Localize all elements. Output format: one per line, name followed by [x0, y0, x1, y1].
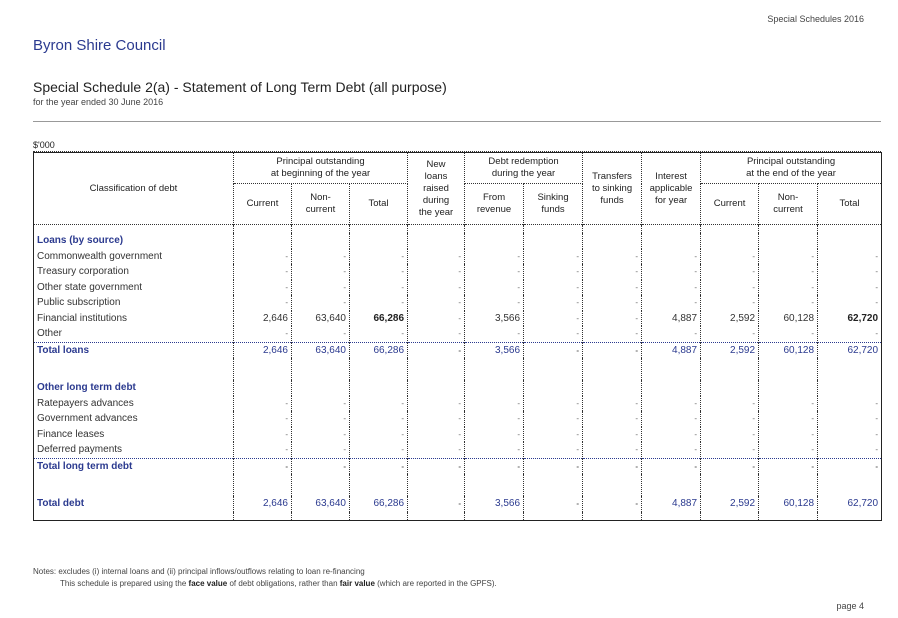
table-cell: [524, 512, 583, 521]
table-row: [34, 249, 882, 265]
table-cell: [34, 225, 234, 234]
value-cell: 62,720: [847, 498, 879, 510]
value-cell: 60,128: [759, 311, 818, 327]
value-cell: -: [759, 458, 818, 474]
value-cell: -: [408, 326, 465, 342]
table-cell: [408, 225, 465, 234]
row-label: Government advances: [34, 411, 234, 427]
value-cell: -: [350, 264, 408, 280]
value-cell: -: [583, 249, 642, 265]
value-cell: -: [408, 295, 465, 311]
value-cell: -: [583, 342, 642, 358]
value-cell: -: [759, 264, 818, 280]
value-cell: 2,646: [234, 342, 292, 358]
value-cell: 4,887: [642, 311, 701, 327]
section-title: Other long term debt: [34, 380, 234, 396]
table-cell: [34, 512, 234, 521]
value-cell: -: [408, 458, 465, 474]
value-cell: 2,646: [234, 496, 292, 512]
table-cell: [524, 474, 583, 496]
value-cell: 4,887: [642, 496, 701, 512]
header-current: Current: [701, 184, 759, 225]
value-cell: -: [759, 427, 818, 443]
value-cell: -: [818, 458, 882, 474]
table-cell: [759, 233, 818, 249]
value-cell: -: [642, 442, 701, 458]
row-label: Financial institutions: [34, 311, 234, 327]
value-cell: -: [583, 411, 642, 427]
table-cell: [292, 225, 350, 234]
table-cell: [350, 233, 408, 249]
value-cell: -: [524, 411, 583, 427]
header-debt-redemption: Debt redemption during the year: [465, 153, 583, 184]
value-cell: -: [465, 411, 524, 427]
table-row: [34, 280, 882, 296]
value-cell: -: [408, 411, 465, 427]
table-row: [34, 512, 882, 521]
value-cell: -: [642, 264, 701, 280]
value-cell: -: [292, 427, 350, 443]
table-row: [34, 326, 882, 342]
value-cell: -: [759, 280, 818, 296]
value-cell: -: [701, 458, 759, 474]
table-cell: [701, 225, 759, 234]
value-cell: -: [524, 264, 583, 280]
value-cell: -: [465, 442, 524, 458]
row-label: Finance leases: [34, 427, 234, 443]
value-cell: 2,646: [234, 311, 292, 327]
table-cell: [818, 474, 882, 496]
value-cell: -: [524, 442, 583, 458]
value-cell: -: [701, 295, 759, 311]
value-cell: -: [465, 280, 524, 296]
value-cell: -: [350, 326, 408, 342]
table-cell: [234, 233, 292, 249]
row-label: Commonwealth government: [34, 249, 234, 265]
header-total: Total: [839, 198, 860, 209]
value-cell: -: [465, 396, 524, 412]
note-line: Notes: excludes (i) internal loans and (ii) principal inflows/outflows relating to loan re-financing: [33, 567, 365, 576]
value-cell: 2,592: [701, 496, 759, 512]
table-cell: [234, 474, 292, 496]
value-cell: 2,592: [701, 311, 759, 327]
table-cell: [524, 380, 583, 396]
table-cell: [701, 233, 759, 249]
table-row: [34, 225, 882, 234]
table-cell: [408, 380, 465, 396]
value-cell: -: [292, 396, 350, 412]
table-cell: [818, 225, 882, 234]
row-label: Other state government: [34, 280, 234, 296]
value-cell: -: [292, 295, 350, 311]
value-cell: -: [875, 251, 879, 261]
value-cell: 63,640: [292, 311, 350, 327]
value-cell: 62,720: [818, 342, 882, 358]
table-cell: [408, 474, 465, 496]
table-cell: [408, 358, 465, 380]
table-cell: [583, 380, 642, 396]
table-cell: [234, 380, 292, 396]
table-cell: [759, 380, 818, 396]
row-label: Public subscription: [34, 295, 234, 311]
value-cell: -: [350, 411, 408, 427]
value-cell: -: [524, 396, 583, 412]
value-cell: -: [759, 442, 818, 458]
value-cell: -: [524, 427, 583, 443]
table-cell: [350, 225, 408, 234]
table-row: [34, 311, 882, 327]
table-row: [34, 396, 882, 412]
value-cell: -: [408, 496, 465, 512]
table-cell: [524, 233, 583, 249]
section-title: Loans (by source): [34, 233, 234, 249]
value-cell: -: [465, 264, 524, 280]
value-cell: -: [350, 427, 408, 443]
value-cell: -: [408, 264, 465, 280]
value-cell: -: [701, 396, 759, 412]
units-label: $'000: [33, 140, 55, 150]
table-cell: [408, 512, 465, 521]
value-cell: -: [583, 442, 642, 458]
value-cell: -: [875, 414, 879, 424]
table-row: [34, 264, 882, 280]
value-cell: -: [234, 427, 292, 443]
row-label: Total loans: [34, 342, 234, 358]
table-cell: [465, 358, 524, 380]
header-new-loans: New loans raised during the year: [408, 153, 465, 225]
table-cell: [818, 233, 882, 249]
table-row: [34, 442, 882, 458]
value-cell: -: [408, 311, 465, 327]
value-cell: -: [875, 267, 879, 277]
page-title: Special Schedule 2(a) - Statement of Long Term Debt (all purpose): [33, 79, 447, 95]
table-row: [34, 474, 882, 496]
value-cell: 63,640: [292, 342, 350, 358]
table-row: [34, 458, 882, 474]
note-line: This schedule is prepared using the face value of debt obligations, rather than fair value (which are reported in the GPFS).: [60, 579, 497, 588]
header-non-current: Non- current: [759, 184, 818, 225]
table-row: [34, 496, 882, 512]
table-cell: [292, 380, 350, 396]
table-cell: [465, 225, 524, 234]
value-cell: -: [583, 427, 642, 443]
value-cell: 62,720: [847, 312, 879, 324]
value-cell: 3,566: [465, 496, 524, 512]
value-cell: -: [701, 249, 759, 265]
header-principal-begin: Principal outstanding at beginning of the year: [234, 153, 408, 184]
table-cell: [759, 512, 818, 521]
value-cell: -: [642, 396, 701, 412]
value-cell: -: [642, 458, 701, 474]
value-cell: -: [524, 311, 583, 327]
row-label: Deferred payments: [34, 442, 234, 458]
table-cell: [818, 358, 882, 380]
value-cell: -: [701, 264, 759, 280]
value-cell: -: [350, 249, 408, 265]
value-cell: -: [465, 249, 524, 265]
value-cell: -: [583, 396, 642, 412]
value-cell: -: [234, 280, 292, 296]
table-cell: [701, 380, 759, 396]
table-cell: [292, 358, 350, 380]
table-cell: [292, 474, 350, 496]
value-cell: -: [875, 398, 879, 408]
value-cell: -: [292, 442, 350, 458]
row-label: Other: [34, 326, 234, 342]
table-cell: [642, 358, 701, 380]
value-cell: 60,128: [759, 342, 818, 358]
value-cell: 2,592: [701, 342, 759, 358]
row-label: Ratepayers advances: [34, 396, 234, 412]
table-cell: [234, 358, 292, 380]
value-cell: -: [642, 427, 701, 443]
value-cell: -: [524, 342, 583, 358]
table-cell: [583, 233, 642, 249]
value-cell: -: [583, 458, 642, 474]
value-cell: 3,566: [465, 311, 524, 327]
value-cell: -: [524, 280, 583, 296]
value-cell: -: [759, 249, 818, 265]
value-cell: -: [642, 280, 701, 296]
value-cell: -: [292, 458, 350, 474]
table-row: [34, 358, 882, 380]
value-cell: -: [234, 442, 292, 458]
value-cell: -: [350, 295, 408, 311]
value-cell: -: [350, 458, 408, 474]
value-cell: -: [759, 411, 818, 427]
table-row: [34, 342, 882, 358]
value-cell: -: [350, 396, 408, 412]
table-cell: [642, 380, 701, 396]
value-cell: -: [408, 280, 465, 296]
table-cell: [350, 474, 408, 496]
table-cell: [583, 512, 642, 521]
value-cell: 4,887: [642, 342, 701, 358]
table-cell: [350, 512, 408, 521]
value-cell: -: [701, 280, 759, 296]
table-cell: [234, 225, 292, 234]
value-cell: -: [875, 282, 879, 292]
table-cell: [818, 512, 882, 521]
value-cell: -: [465, 458, 524, 474]
table-cell: [583, 358, 642, 380]
value-cell: -: [524, 295, 583, 311]
value-cell: -: [583, 264, 642, 280]
value-cell: -: [234, 458, 292, 474]
value-cell: -: [701, 411, 759, 427]
table-cell: [465, 233, 524, 249]
value-cell: -: [642, 249, 701, 265]
table-cell: [524, 358, 583, 380]
value-cell: -: [524, 326, 583, 342]
table-cell: [465, 512, 524, 521]
value-cell: -: [583, 326, 642, 342]
table-cell: [642, 474, 701, 496]
value-cell: -: [642, 326, 701, 342]
value-cell: -: [465, 326, 524, 342]
value-cell: -: [408, 396, 465, 412]
header-non-current: Non- current: [292, 184, 350, 225]
table-cell: [759, 225, 818, 234]
value-cell: -: [292, 280, 350, 296]
table-cell: [583, 474, 642, 496]
table-row: [34, 295, 882, 311]
page-number: page 4: [836, 601, 864, 611]
page-subtitle: for the year ended 30 June 2016: [33, 97, 164, 107]
value-cell: -: [234, 396, 292, 412]
value-cell: -: [875, 429, 879, 439]
table-cell: [34, 358, 234, 380]
table-cell: [642, 233, 701, 249]
value-cell: -: [701, 427, 759, 443]
value-cell: -: [408, 427, 465, 443]
table-cell: [408, 233, 465, 249]
value-cell: -: [524, 496, 583, 512]
table-cell: [34, 474, 234, 496]
table-cell: [350, 380, 408, 396]
value-cell: -: [234, 295, 292, 311]
value-cell: -: [408, 249, 465, 265]
value-cell: -: [234, 411, 292, 427]
table-row: [34, 233, 882, 249]
table-row: [34, 427, 882, 443]
table-row: [34, 380, 882, 396]
council-name: Byron Shire Council: [33, 37, 166, 54]
value-cell: -: [759, 396, 818, 412]
row-label: Treasury corporation: [34, 264, 234, 280]
value-cell: 60,128: [759, 496, 818, 512]
table-cell: [292, 512, 350, 521]
value-cell: -: [350, 442, 408, 458]
row-label: Total debt: [34, 496, 234, 512]
value-cell: -: [234, 326, 292, 342]
table-cell: [465, 380, 524, 396]
table-cell: [465, 474, 524, 496]
value-cell: -: [234, 249, 292, 265]
table-cell: [701, 512, 759, 521]
header-current: Current: [234, 184, 292, 225]
running-header: Special Schedules 2016: [767, 14, 864, 24]
table-cell: [701, 358, 759, 380]
header-interest: Interest applicable for year: [642, 153, 701, 225]
value-cell: -: [292, 326, 350, 342]
header-classification: Classification of debt: [34, 153, 234, 225]
notes: [33, 566, 497, 590]
value-cell: -: [875, 298, 879, 308]
table-cell: [350, 358, 408, 380]
value-cell: -: [292, 264, 350, 280]
value-cell: 66,286: [350, 311, 408, 327]
value-cell: -: [292, 249, 350, 265]
row-label: Total long term debt: [34, 458, 234, 474]
value-cell: -: [642, 411, 701, 427]
value-cell: -: [583, 496, 642, 512]
table-cell: [701, 474, 759, 496]
value-cell: 63,640: [292, 496, 350, 512]
divider: [33, 121, 881, 122]
value-cell: -: [234, 264, 292, 280]
long-term-debt-table: [33, 152, 882, 521]
table-cell: [524, 225, 583, 234]
value-cell: -: [759, 295, 818, 311]
value-cell: -: [524, 458, 583, 474]
value-cell: -: [408, 442, 465, 458]
header-transfers: Transfers to sinking funds: [583, 153, 642, 225]
value-cell: -: [524, 249, 583, 265]
table-row: [34, 411, 882, 427]
value-cell: -: [408, 342, 465, 358]
value-cell: -: [875, 329, 879, 339]
value-cell: -: [465, 427, 524, 443]
value-cell: -: [701, 326, 759, 342]
value-cell: -: [701, 442, 759, 458]
value-cell: -: [583, 280, 642, 296]
table-cell: [759, 358, 818, 380]
header-principal-end: Principal outstanding at the end of the year: [701, 153, 882, 184]
table-cell: [642, 512, 701, 521]
value-cell: -: [350, 280, 408, 296]
value-cell: 3,566: [465, 342, 524, 358]
table-cell: [759, 474, 818, 496]
table-cell: [234, 512, 292, 521]
header-from-revenue: From revenue: [465, 184, 524, 225]
value-cell: -: [292, 411, 350, 427]
table-cell: [583, 225, 642, 234]
table-cell: [642, 225, 701, 234]
value-cell: -: [465, 295, 524, 311]
value-cell: -: [875, 445, 879, 455]
value-cell: -: [583, 295, 642, 311]
value-cell: -: [583, 311, 642, 327]
header-total: Total: [350, 184, 408, 225]
table-cell: [292, 233, 350, 249]
table-cell: [818, 380, 882, 396]
value-cell: 66,286: [350, 496, 408, 512]
header-sinking-funds: Sinking funds: [524, 184, 583, 225]
value-cell: 66,286: [350, 342, 408, 358]
value-cell: -: [642, 295, 701, 311]
value-cell: -: [759, 326, 818, 342]
